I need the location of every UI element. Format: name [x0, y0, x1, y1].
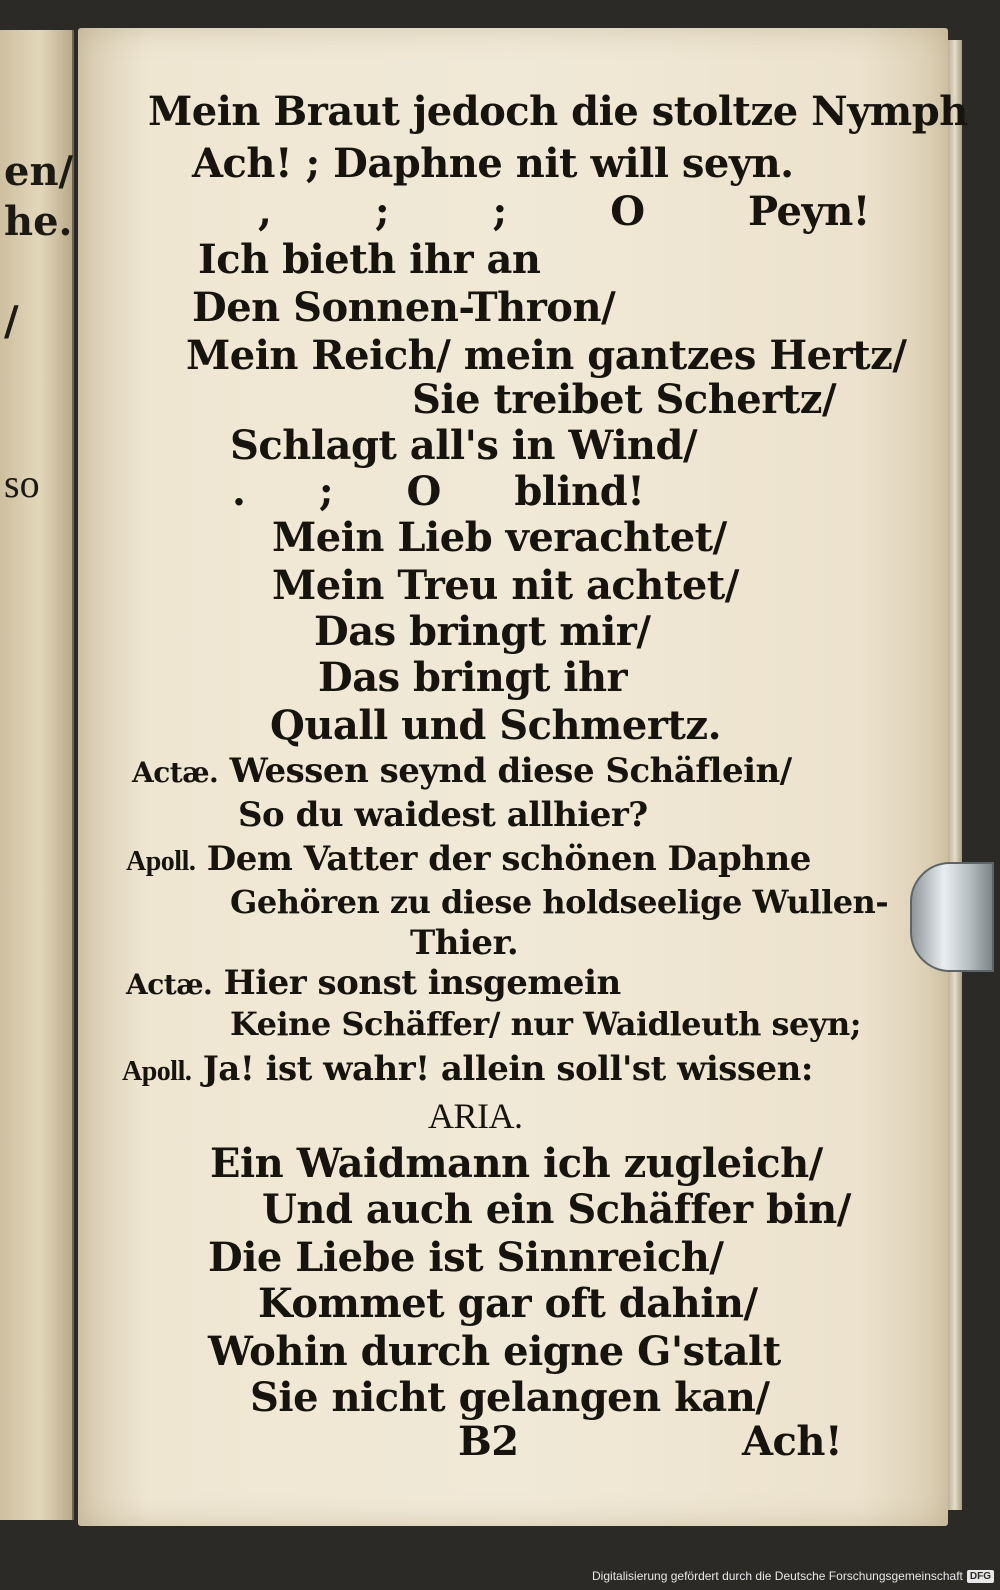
- dialogue-line: Gehören zu diese holdseelige Wullen-: [230, 883, 889, 921]
- speaker-label: Apoll.: [126, 846, 196, 877]
- dialogue-line: [126, 963, 621, 1003]
- verse-line: Mein Treu nit achtet/: [272, 562, 739, 609]
- verse-line: Das bringt ihr: [318, 654, 628, 701]
- left-fragment: so: [4, 461, 40, 506]
- footer-text: Digitalisierung gefördert durch die Deutsche Forschungsgemeinschaft: [592, 1569, 963, 1583]
- dialogue-line: So du waidest allhier?: [238, 795, 648, 835]
- dialogue-line: Keine Schäffer/ nur Waidleuth seyn;: [230, 1005, 862, 1043]
- verse-line: Das bringt mir/: [314, 608, 651, 655]
- left-page-edge: [0, 30, 74, 1520]
- dfg-logo: DFG: [967, 1570, 994, 1583]
- dialogue-text: Dem Vatter der schönen Daphne: [206, 839, 811, 879]
- speaker-label: Actæ.: [126, 968, 213, 1001]
- catchword: Ach!: [742, 1418, 843, 1465]
- verse-line: Mein Lieb verachtet/: [272, 514, 727, 561]
- digitization-footer: [592, 1564, 994, 1588]
- verse-line: Den Sonnen-Thron/: [192, 284, 616, 331]
- page-fore-edge: [948, 40, 962, 1510]
- verse-line: . ; O blind!: [232, 468, 645, 515]
- aria-heading: ARIA.: [428, 1096, 523, 1136]
- dialogue-line: Thier.: [410, 923, 519, 963]
- speaker-label: Apoll.: [122, 1056, 192, 1087]
- aria-line: Sie nicht gelangen kan/: [250, 1374, 770, 1421]
- page-clip: [910, 862, 994, 972]
- aria-line: Die Liebe ist Sinnreich/: [208, 1234, 724, 1281]
- speaker-label: Actæ.: [132, 756, 219, 789]
- left-fragment: /: [4, 298, 19, 345]
- verse-line: Mein Reich/ mein gantzes Hertz/: [186, 332, 907, 379]
- dialogue-line: [126, 839, 811, 879]
- dialogue-text: Wessen seynd diese Schäflein/: [229, 751, 792, 791]
- left-fragment: he.: [4, 198, 73, 245]
- verse-line: Mein Braut jedoch die stoltze Nymph: [148, 88, 968, 135]
- verse-line: Sie treibet Schertz/: [412, 376, 837, 423]
- verse-line: , ; ; O Peyn!: [258, 188, 870, 235]
- aria-line: Kommet gar oft dahin/: [258, 1280, 758, 1327]
- aria-line: Wohin durch eigne G'stalt: [208, 1328, 781, 1375]
- dialogue-line: [122, 1049, 813, 1089]
- left-fragment: en/: [4, 148, 74, 195]
- dialogue-text: Ja! ist wahr! allein soll'st wissen:: [202, 1049, 813, 1089]
- verse-line: Ach! ; Daphne nit will seyn.: [192, 140, 794, 187]
- signature-mark: B2: [458, 1418, 519, 1465]
- verse-line: Schlagt all's in Wind/: [230, 422, 698, 469]
- aria-line: Ein Waidmann ich zugleich/: [210, 1140, 823, 1187]
- dialogue-text: Hier sonst insgemein: [223, 963, 621, 1003]
- verse-line: Quall und Schmertz.: [270, 702, 722, 749]
- aria-line: Und auch ein Schäffer bin/: [262, 1186, 851, 1233]
- dialogue-line: [132, 751, 792, 791]
- verse-line: Ich bieth ihr an: [198, 236, 541, 283]
